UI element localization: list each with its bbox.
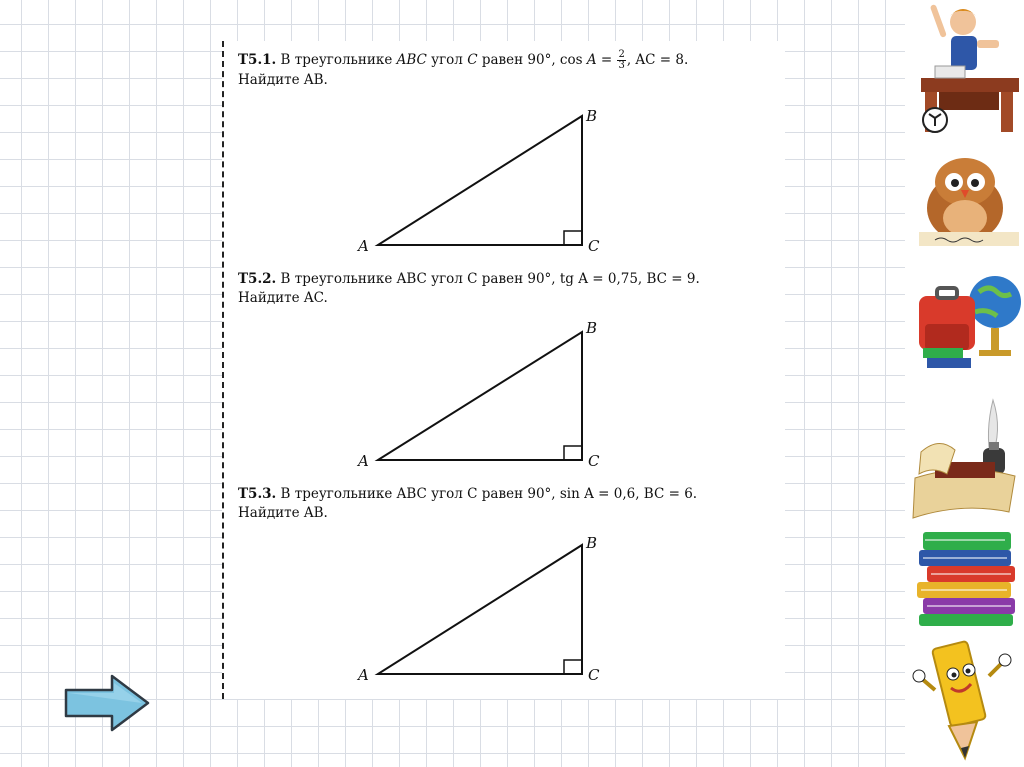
task-3-number: T5.3. — [238, 486, 277, 502]
triangle-1-outline — [378, 116, 582, 245]
schoolboy-at-desk-icon — [905, 0, 1024, 140]
task-3-text: В треугольнике ABC угол C равен 90°, sin A = 0,6, BC = 6. — [276, 486, 698, 502]
triangle-figure-3 — [222, 535, 785, 695]
vertex-label-b: B — [586, 534, 598, 552]
triangle-figure-1 — [222, 103, 785, 263]
task-3-question: Найдите AB. — [238, 505, 328, 521]
triangle-3-right-angle-mark — [564, 660, 582, 674]
task-1-angle-vertex: C — [467, 52, 478, 68]
next-slide-arrow-button[interactable] — [64, 674, 150, 732]
task-1-given: , AC = 8. — [626, 52, 689, 68]
vertex-label-c: C — [588, 237, 600, 255]
task-1-func-arg: A — [586, 52, 597, 68]
vertex-label-c: C — [588, 666, 600, 684]
triangle-2-outline — [378, 332, 582, 460]
task-1-text-before: В треугольнике — [276, 52, 397, 68]
vertex-label-b: B — [586, 107, 598, 125]
task-1-question: Найдите AB. — [238, 72, 328, 88]
task-3 — [238, 485, 778, 523]
task-2 — [238, 270, 778, 308]
task-1: T5.1. В треугольнике ABC угол C равен 90°, cos A = $\frac{2}{3}$ , AC = 8. Найдите AB. — [238, 49, 689, 88]
fraction-denominator: 3 — [618, 60, 625, 71]
task-1-number: T5.1. — [238, 52, 277, 68]
triangle-1-right-angle-mark — [564, 231, 582, 245]
fraction-numerator: 2 — [618, 49, 625, 60]
vertex-label-a: A — [358, 666, 369, 684]
pencil-character-icon — [905, 630, 1024, 764]
backpack-and-globe-icon — [905, 262, 1024, 382]
vertex-label-b: B — [586, 319, 598, 337]
task-2-number: T5.2. — [238, 271, 277, 287]
worksheet — [222, 41, 785, 699]
vertex-label-a: A — [358, 237, 369, 255]
vertex-label-a: A — [358, 452, 369, 470]
task-1-text-mid: угол — [426, 52, 468, 68]
vertex-label-c: C — [588, 452, 600, 470]
triangle-2-right-angle-mark — [564, 446, 582, 460]
task-1-fraction — [617, 50, 625, 71]
triangle-figure-2 — [222, 318, 785, 478]
triangle-3-outline — [378, 545, 582, 674]
quill-inkwell-scroll-icon — [905, 392, 1024, 524]
owl-with-pencil-icon — [905, 152, 1024, 252]
task-2-text: В треугольнике ABC угол C равен 90°, tg A = 0,75, BC = 9. — [276, 271, 700, 287]
task-1-text-eq: равен 90°, cos — [477, 52, 587, 68]
stack-of-books-icon — [905, 528, 1024, 628]
task-2-question: Найдите AC. — [238, 290, 328, 306]
task-1-figure: ABC — [396, 52, 427, 68]
decorative-sidebar — [905, 0, 1024, 767]
